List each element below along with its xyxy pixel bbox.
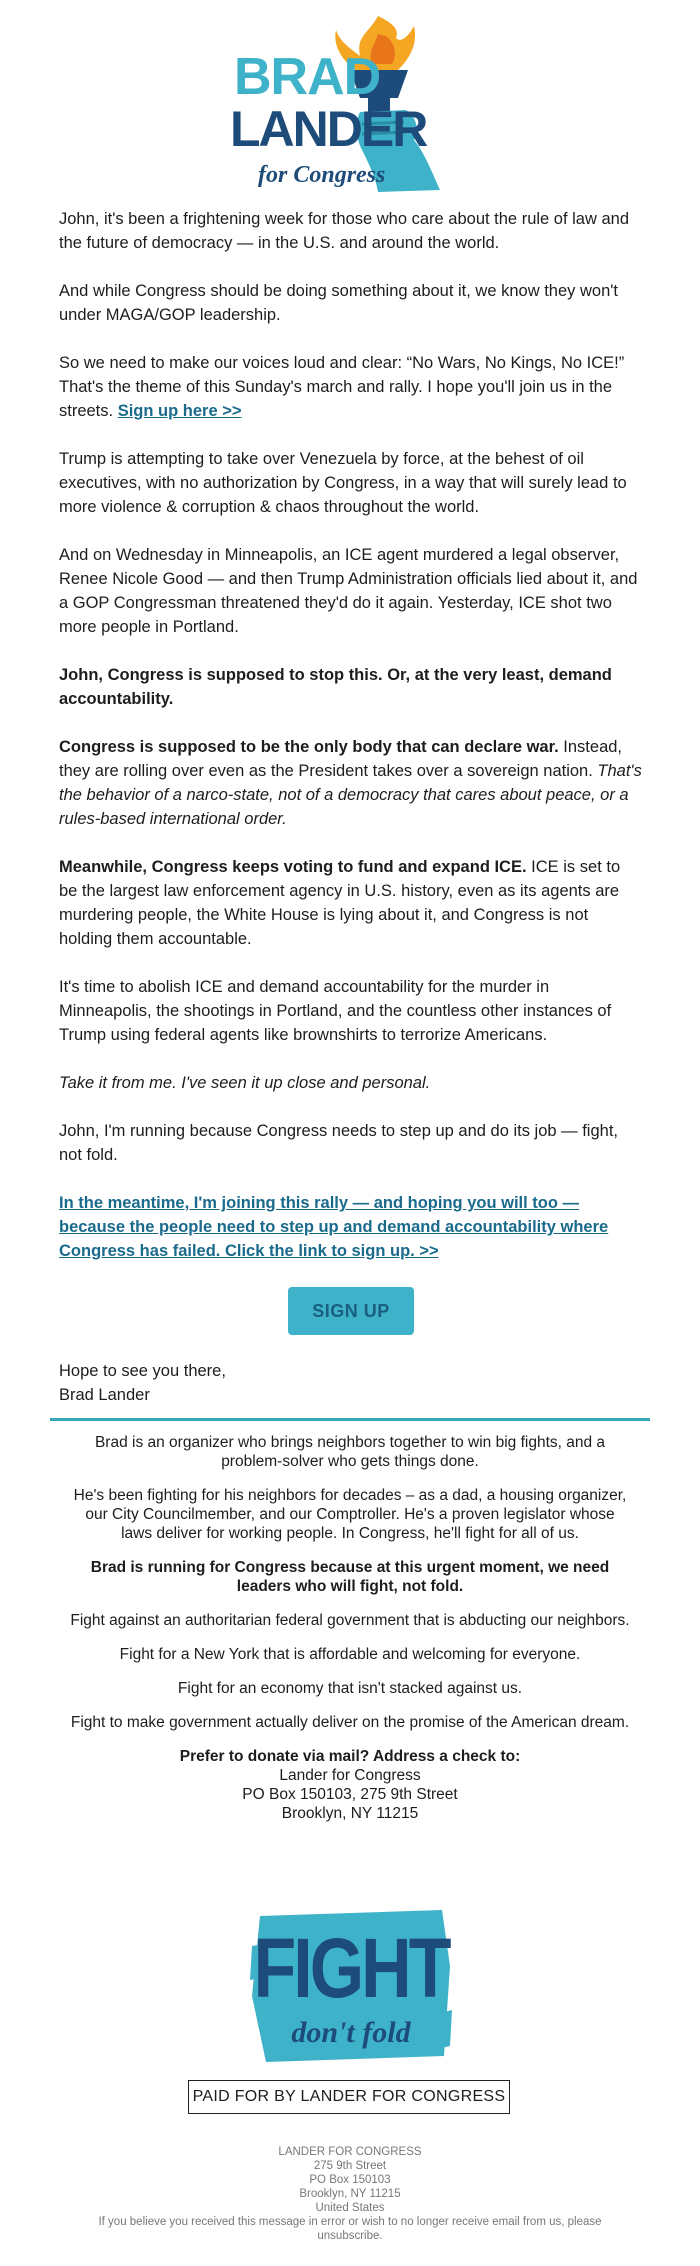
fight-dont-fold-logo [246, 1906, 456, 2071]
bio-paragraph: Fight against an authoritarian federal government that is abducting our neighbors. [70, 1612, 630, 1629]
unsubscribe-text[interactable]: If you believe you received this message in error or wish to no longer receive email from us, please unsubscribe. [98, 2216, 602, 2242]
mail-name: Lander for Congress [279, 1767, 421, 1784]
logo-tagline: for Congress [258, 162, 386, 188]
paragraph-bold: John, Congress is supposed to stop this. Or, at the very least, demand accountability. [59, 666, 612, 708]
fight-word: FIGHT [253, 1922, 449, 2016]
closing [59, 1359, 643, 1407]
mail-heading: Prefer to donate via mail? Address a check to: [179, 1748, 521, 1765]
bio-paragraph: He's been fighting for his neighbors for decades – as a dad, a housing organizer, our City Councilmember, and our Comptroller. He's a proven legislator whose laws deliver for working people. In Congress, he'll fight for all of us. [73, 1487, 627, 1542]
dont-fold-word: don't fold [291, 2016, 411, 2049]
paragraph [59, 855, 643, 951]
bio-paragraph: Fight for a New York that is affordable and welcoming for everyone. [119, 1646, 581, 1663]
logo-brad: BRAD [234, 48, 381, 106]
email-body [59, 207, 643, 1407]
paragraph: Trump is attempting to take over Venezuela by force, at the behest of oil executives, with no authorization by Congress, in a way that will surely lead to more violence & corruption & chaos throughout the world. [59, 450, 627, 516]
footer-street: 275 9th Street [313, 2160, 387, 2172]
cta-row [59, 1287, 643, 1335]
footer-pobox: PO Box 150103 [309, 2174, 391, 2186]
footer [70, 2145, 630, 2243]
rally-link[interactable]: In the meantime, I'm joining this rally — and hoping you will too — because the people need to step up and demand accountability where Congress has failed. Click the link to sign up. >> [59, 1194, 609, 1260]
mail-street: PO Box 150103, 275 9th Street [242, 1786, 458, 1803]
mail-address [70, 1747, 630, 1823]
paragraph-text: ICE is set to be the largest law enforcement agency in U.S. history, even as its agents are murdering people, the White House is lying about it, and Congress is not holding them accountable. [59, 858, 621, 948]
mail-city: Brooklyn, NY 11215 [281, 1805, 419, 1822]
paragraph [59, 351, 643, 423]
paragraph-text: Instead, they are rolling over even as the President takes over a sovereign nation. [59, 738, 623, 780]
paragraph: John, I'm running because Congress needs to step up and do its job — fight, not fold. [59, 1122, 618, 1164]
paid-for-disclaimer: PAID FOR BY LANDER FOR CONGRESS [188, 2080, 510, 2114]
bio-paragraph: Fight to make government actually deliver on the promise of the American dream. [70, 1714, 630, 1731]
paragraph: John, it's been a frightening week for those who care about the rule of law and the future of democracy — in the U.S. and around the world. [59, 210, 630, 252]
paragraph [59, 735, 643, 831]
footer-country: United States [315, 2202, 385, 2214]
signature: Brad Lander [59, 1386, 150, 1404]
header-logo [0, 12, 700, 202]
bio-paragraph: Fight for an economy that isn't stacked against us. [177, 1680, 523, 1697]
paragraph [59, 1191, 643, 1263]
paragraph: And while Congress should be doing something about it, we know they won't under MAGA/GOP leadership. [59, 282, 618, 324]
bio-paragraph: Brad is an organizer who brings neighbors together to win big fights, and a problem-solver who gets things done. [94, 1434, 606, 1470]
bio-paragraph-bold: Brad is running for Congress because at this urgent moment, we need leaders who will fight, not fold. [90, 1559, 610, 1595]
sign-up-button[interactable]: SIGN UP [288, 1287, 414, 1335]
footer-city: Brooklyn, NY 11215 [299, 2188, 401, 2200]
closing-line: Hope to see you there, [59, 1362, 226, 1380]
paragraph-italic: Take it from me. I've seen it up close and personal. [59, 1074, 431, 1092]
section-divider [50, 1418, 650, 1421]
paragraph-italic: That's the behavior of a narco-state, not of a democracy that cares about peace, or a rules-based international order. [59, 762, 642, 828]
paragraph-bold-lead: Congress is supposed to be the only body that can declare war. [59, 738, 559, 756]
paragraph: And on Wednesday in Minneapolis, an ICE agent murdered a legal observer, Renee Nicole Good — and then Trump Administration officials lied about it, and a GOP Congressman threatened they'd do it again. Yesterday, ICE shot two more people in Portland. [59, 546, 638, 636]
paragraph-text: So we need to make our voices loud and clear: “No Wars, No Kings, No ICE!” That's the theme of this Sunday's march and rally. I hope you'll join us in the streets. [59, 354, 625, 420]
logo-lander: LANDER [230, 101, 427, 157]
paragraph-bold-lead: Meanwhile, Congress keeps voting to fund and expand ICE. [59, 858, 527, 876]
sign-up-link[interactable]: Sign up here >> [117, 402, 242, 420]
footer-org: LANDER FOR CONGRESS [278, 2146, 422, 2158]
brad-lander-logo [228, 12, 468, 202]
paragraph: It's time to abolish ICE and demand accountability for the murder in Minneapolis, the shootings in Portland, and the countless other instances of Trump using federal agents like brownshirts to terrorize Americans. [59, 978, 612, 1044]
bio-section [70, 1433, 630, 1838]
